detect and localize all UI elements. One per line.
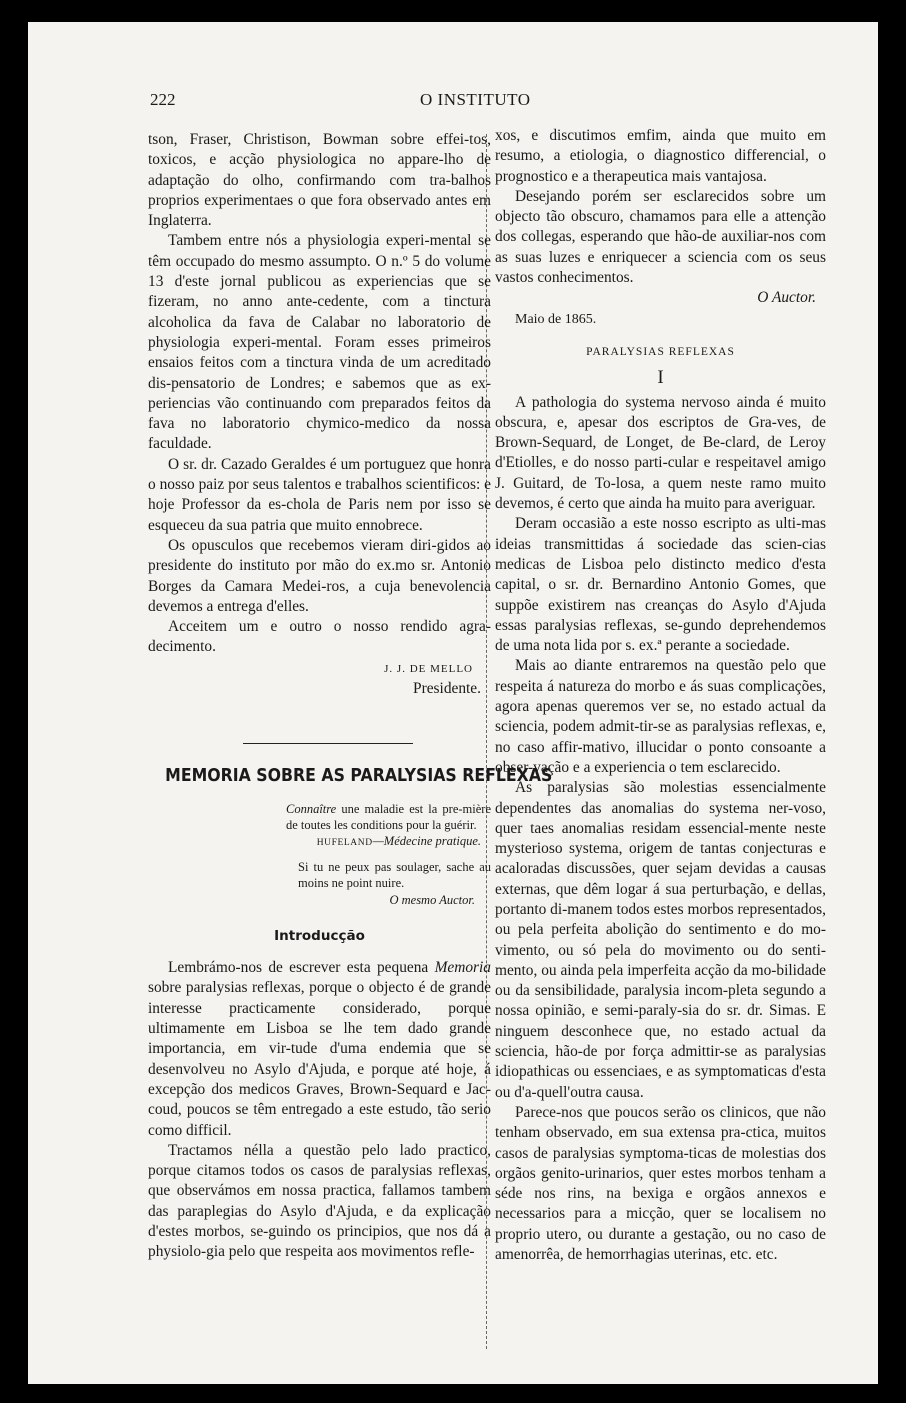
right-column: [495, 126, 826, 1265]
epigraph-attribution: O mesmo Auctor.: [389, 892, 475, 907]
text-run: Lembrámo-nos de escrever esta pequena: [168, 959, 435, 977]
paragraph: Tambem entre nós a physiologia experi-mental se têm occupado do mesmo assumpto. O n.º 5 do volume 13 d'este jornal publicou as experiencias que se fizeram, no anno ante-cedente, com a tinctura alcoholica da fava de Calabar no laboratorio de physiologia experi-mental. Foram esses primeiros ensaios feitos com a tinctura vinda de um acreditado dis-pensatorio de Londres; e sabemos que as ex-periencias vão continuando com preparados feitos da fava no laboratorio chymico-medico da nossa faculdade.: [148, 232, 491, 453]
signature-author-line: [495, 288, 826, 308]
signature-date-line: [495, 309, 826, 330]
article-title: MEMORIA SOBRE AS PARALYSIAS REFLEXAS: [165, 766, 553, 787]
paragraph: Os opusculos que recebemos vieram diri-gidos ao presidente do instituto por mão do ex.mo sr. Antonio Borges da Camara Medei-ros, a cuja benevolencia devemos a entrega d'elles.: [148, 536, 491, 615]
signatory-name: J. J. DE MELLO: [384, 662, 473, 675]
epigraph: [286, 801, 491, 852]
text-emphasis: Memoria: [434, 959, 491, 977]
signature-block: [148, 658, 491, 679]
epigraph-author: HUFELAND: [316, 838, 373, 849]
epigraph-second: [298, 859, 491, 908]
paragraph: O sr. dr. Cazado Geraldes é um portuguez que honra o nosso paiz por seus talentos e trabalhos scientificos: e hoje Professor da es-chola de Paris nem por isso se esqueceu da sua patria que muito ennobrece.: [148, 455, 491, 534]
section-heading: PARALYSIAS REFLEXAS: [586, 345, 735, 358]
paragraph: A pathologia do systema nervoso ainda é muito obscura, e, apesar dos escriptos de Gra-ves, de Brown-Sequard, de Longet, de Be-clard, de Leroy d'Etiolles, e do nosso parti-cular e respeitavel amigo J. Guitard, de To-losa, a quem neste ramo muito devemos, é certo que ainda ha muito para averiguar.: [495, 393, 826, 513]
signature-author: O Auctor.: [757, 289, 816, 307]
paragraph: Parece-nos que poucos serão os clinicos, que não tenham observado, em sua extensa pra-ctica, muitos casos de paralysias symptoma-ticas de molestias dos orgãos genito-urinarios, quer estes morbos tenham a séde nos rins, na bexiga e orgãos annexos e necessarios para a micção, quer se localisem no proprio utero, ou durante a gestação, ou no caso de amenorrêa, de hemorrhagias uterinas, etc. etc.: [495, 1103, 826, 1264]
epigraph-text: une maladie est la pre-mière de toutes les conditions pour la guérir.: [286, 801, 491, 832]
paragraph: Deram occasião a este nosso escripto as ulti-mas ideias transmittidas á sociedade das scien-cias medicas de Lisboa pelo distincto medico d'esta capital, o sr. dr. Bernardino Antonio Gomes, que suppõe existirem nas creanças do Asylo d'Ajuda essas paralysias reflexas, se-gundo deprehendemos de uma nota lida por s. ex.ª perante a sociedade.: [495, 515, 826, 655]
signature-date: Maio de 1865.: [515, 311, 597, 327]
paragraph: Desejando porém ser esclarecidos sobre um objecto tão obscuro, chamamos para elle a attenção dos collegas, esperando que hão-de auxiliar-nos com as suas luzes e enriquecer a sciencia com os seus vastos conhecimentos.: [495, 187, 826, 287]
paragraph: Tractamos nélla a questão pelo lado practico, porque citamos todos os casos de paralysias reflexas, que observámos em nossa practica, fallamos tambem das paraplegias do Asylo d'Ajuda, e da explicação d'estes morbos, se-guindo os principios, que nos dá a physiolo-gia pelo que respeita aos movimentos refle-: [148, 1141, 491, 1261]
page-number: 222: [150, 90, 176, 109]
paragraph: Mais ao diante entraremos na questão pelo que respeita á natureza do morbo e ás suas complicações, agora apenas queremos ver se, no estado actual da sciencia, podem admit-tir-se as paralysias reflexas, e, no caso affir-mativo, illucidar o ponto consoante a obser-vação e a experiencia o tem esclarecido.: [495, 657, 826, 776]
paragraph: [148, 958, 491, 1141]
epigraph-source: —Médecine pratique.: [372, 834, 481, 849]
epigraph-text: Si tu ne peux pas soulager, sache au moins ne point nuire.: [298, 860, 491, 891]
section-rule: [243, 743, 413, 744]
running-title: O INSTITUTO: [420, 90, 531, 109]
thanks-paragraph: Acceitem um e outro o nosso rendido agra-decimento.: [148, 618, 491, 656]
section-heading: Introducção: [274, 927, 365, 944]
scanned-page: [28, 22, 878, 1384]
signatory-title: Presidente.: [413, 680, 481, 698]
page-header: [28, 90, 878, 114]
paragraph: tson, Fraser, Christison, Bowman sobre effei-tos, toxicos, e acção physiologica no appare-lho de adaptação do olho, confirmando com tra-balhos proprios experimentaes o que fora observado antes em Inglaterra.: [148, 131, 491, 230]
left-column: [148, 130, 553, 1263]
text-run: sobre paralysias reflexas, porque o objecto é de grande interesse practicamente considerado, porque ultimamente em Lisboa se lhe tem dado grande importancia, em vir-tude d'uma endemia que se desenvolveu no Asylo d'Ajuda, e porque até hoje, á excepção dos medicos Graves, Brown-Sequard e Jac-coud, poucos se têm entregado a este estudo, tão serio como difficil.: [148, 979, 491, 1139]
epigraph-attribution: [286, 833, 491, 851]
epigraph-emphasis: Connaître: [286, 801, 337, 816]
paragraph: xos, e discutimos emfim, ainda que muito em resumo, a etiologia, o diagnostico differencial, o prognostico e a therapeutica mais vantajosa.: [495, 127, 826, 185]
section-number: I: [657, 367, 664, 389]
paragraph: As paralysias são molestias essencialmente dependentes das anomalias do systema ner-voso, quer taes anomalias residam essencial-mente neste mysterioso systema, origem de tantas conjecturas e acaloradas discussões, quer sejam devidas a causas externas, que dêm logar á sua perturbação, e dellas, portanto di-manem todos estes morbos representados, ou pela perfeita abolição do sentimento e do mo-vimento, ou só pela do movimento ou do senti-mento, ou ainda pela imperfeita acção da mo-bilidade ou da sensibilidade, paralysia incom-pleta segundo a nossa opinião, e semi-paraly-sia do sr. dr. Simas. E ninguem desconhece que, no estado actual da sciencia, hão-de por força admittir-se as paralysias idiopathicas ou essenciaes, e as symptomaticas d'esta ou d'a-quell'outra causa.: [495, 779, 826, 1101]
